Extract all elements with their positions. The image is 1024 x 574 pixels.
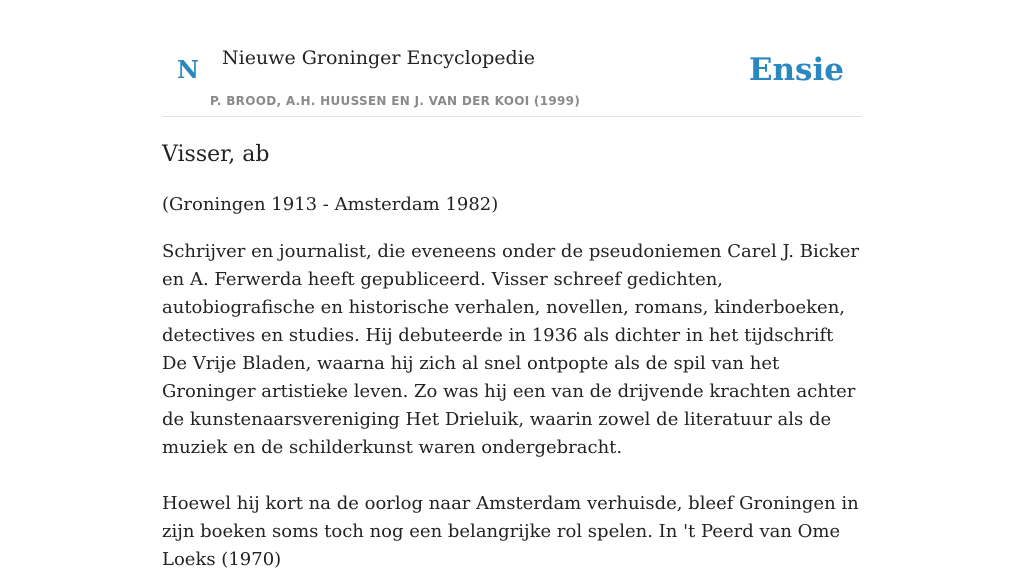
entry-paragraph: Schrijver en journalist, die eveneens onder de pseudoniemen Carel J. Bicker en A. Ferwerda heeft gepubliceerd. Visser schreef gedichten, autobiografische en historische verhalen, novellen, romans, kinderboeken, detectives en studies. Hij debuteerde in 1936 als dichter in het tijdschrift De Vrije Bladen, waarna hij zich al snel ontpopte als de spil van het Groninger artistieke leven. Zo was hij een van de drijvende krachten achter de kunstenaarsvereniging Het Drieluik, waarin zowel de literatuur als de muziek en de schilderkunst waren ondergebracht. <box>162 241 859 458</box>
entry-content <box>162 140 862 574</box>
book-authors: P. BROOD, A.H. HUUSSEN EN J. VAN DER KOOI (1999) <box>210 94 581 108</box>
ensie-logo[interactable]: Ensie <box>748 52 844 88</box>
book-header <box>162 0 862 117</box>
book-title-link[interactable]: Nieuwe Groninger Encyclopedie <box>222 47 536 69</box>
entry-body <box>162 238 862 574</box>
entry-title: Visser, ab <box>162 142 270 167</box>
entry-paragraph: Hoewel hij kort na de oorlog naar Amsterdam verhuisde, bleef Groningen in zijn boeken soms toch nog een belangrijke rol spelen. In 't Peerd van Ome Loeks (1970) <box>162 493 859 570</box>
book-icon[interactable]: N <box>177 55 199 84</box>
entry-dates: (Groningen 1913 - Amsterdam 1982) <box>162 194 499 215</box>
